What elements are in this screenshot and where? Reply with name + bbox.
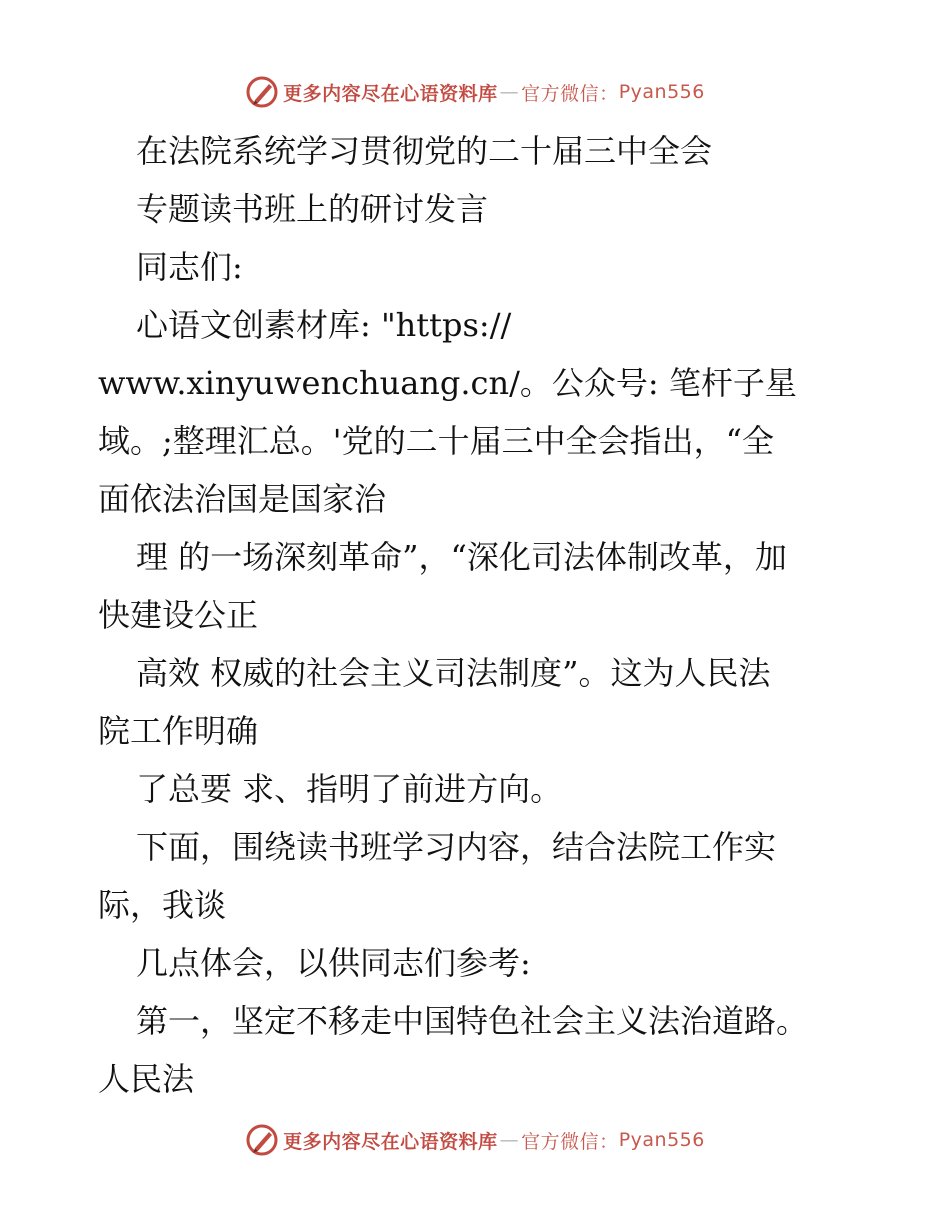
pen-logo-icon [245,75,279,109]
footer-banner [0,1120,950,1160]
banner-contact-label: 官方微信： [521,82,619,105]
text-line: 际，我谈 [98,886,227,924]
document-body [98,122,898,1108]
text-line: 人民法 [98,1060,195,1098]
banner-contact-value: Pyan556 [618,1129,705,1151]
text-line: 高效 权威的社会主义司法制度”。这为人民法 [136,654,771,692]
banner-contact-value: Pyan556 [618,81,705,103]
banner-separator: — [499,81,520,103]
text-line: 院工作明确 [98,712,259,750]
text-line: 域。;整理汇总。'党的二十届三中全会指出，“全 [98,422,774,460]
text-line: 下面，围绕读书班学习内容，结合法院工作实 [136,828,777,866]
salutation: 同志们: [136,248,243,286]
text-line: 快建设公正 [98,596,259,634]
section-heading-1: 第一，坚定不移走中国特色社会主义法治道路。 [136,1002,809,1040]
title-line-2: 专题读书班上的研讨发言 [136,190,489,228]
header-banner [0,72,950,112]
banner-separator: — [499,1129,520,1151]
title-line-1: 在法院系统学习贯彻党的二十届三中全会 [136,132,713,170]
pen-logo-icon [245,1123,279,1157]
text-line: 心语文创素材库: "https:// [136,306,512,344]
text-line: www.xinyuwenchuang.cn/。公众号: 笔杆子星 [98,364,797,402]
text-line: 理 的一场深刻革命”，“深化司法体制改革，加 [136,538,787,576]
text-line: 面依法治国是国家治 [98,480,387,518]
banner-brand: 更多内容尽在心语资料库 [283,1130,498,1153]
banner-brand: 更多内容尽在心语资料库 [283,82,498,105]
banner-contact-label: 官方微信： [521,1130,619,1153]
text-line: 了总要 求、指明了前进方向。 [136,770,563,808]
text-line: 几点体会，以供同志们参考: [136,944,531,982]
